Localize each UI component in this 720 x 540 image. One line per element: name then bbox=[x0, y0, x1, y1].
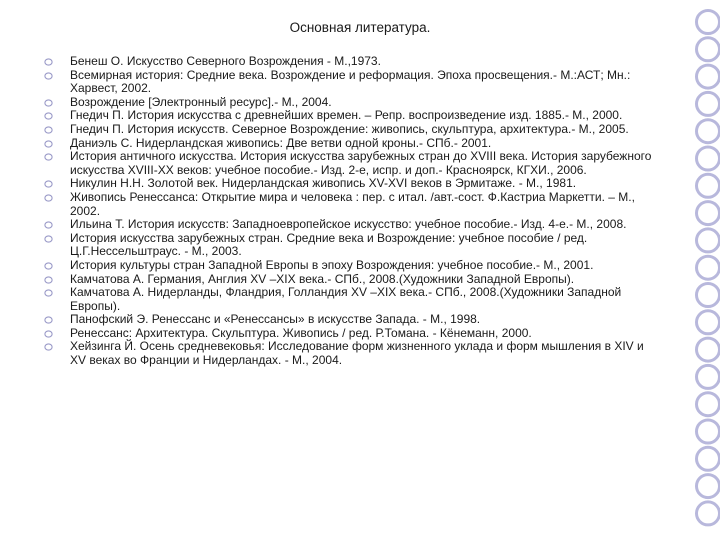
binder-ring-icon bbox=[697, 256, 720, 279]
binder-ring-icon bbox=[697, 174, 720, 197]
binder-ring-icon bbox=[697, 284, 720, 307]
binder-ring-icon bbox=[697, 202, 720, 225]
ring-bullet-icon bbox=[44, 112, 53, 120]
ring-bullet-icon bbox=[44, 99, 53, 107]
reference-text: Всемирная история: Средние века. Возрождение и реформация. Эпоха просвещения.- М.:АСТ; Мн.: Харвест, 2002. bbox=[70, 67, 631, 96]
reference-text: Никулин Н.Н. Золотой век. Нидерландская живопись XV-XVI веков в Эрмитаже. - М., 1981. bbox=[70, 176, 577, 191]
reference-item bbox=[44, 259, 656, 273]
reference-item bbox=[44, 96, 656, 110]
reference-item bbox=[44, 150, 656, 177]
binder-ring-icon bbox=[697, 147, 720, 170]
reference-item bbox=[44, 286, 656, 313]
ring-bullet-icon bbox=[44, 194, 53, 202]
binder-ring-icon bbox=[697, 229, 720, 252]
ring-bullet-icon bbox=[44, 262, 53, 270]
reference-item bbox=[44, 55, 656, 69]
reference-text: История культуры стран Западной Европы в эпоху Возрождения: учебное пособие.- М., 2001. bbox=[70, 257, 594, 272]
ring-bullet-icon bbox=[44, 289, 53, 297]
ring-bullet-icon bbox=[44, 221, 53, 229]
reference-text: История античного искусства. История искусства зарубежных стран до XVIII века. История зарубежного искусства XVIII-XX веков: учебное пособие.- Изд. 2-е, испр. и доп.- Красноярск, КГХИ., 2006. bbox=[70, 149, 652, 177]
reference-item bbox=[44, 273, 656, 287]
ring-bullet-icon bbox=[44, 343, 53, 351]
ring-bullet-icon bbox=[44, 330, 53, 338]
binder-ring-icon bbox=[697, 311, 720, 334]
reference-text: Гнедич П. История искусств. Северное Возрождение: живопись, скульптура, архитектура.- М., 2005. bbox=[70, 121, 629, 136]
ring-bullet-icon bbox=[44, 72, 53, 80]
reference-item bbox=[44, 313, 656, 327]
reference-text: Камчатова А. Нидерланды, Фландрия, Голландия XV –XIX века.- СПб., 2008.(Художники Западной Европы). bbox=[70, 285, 622, 313]
ring-bullet-icon bbox=[44, 276, 53, 284]
reference-item bbox=[44, 177, 656, 191]
reference-item bbox=[44, 137, 656, 151]
reference-item bbox=[44, 109, 656, 123]
binder-ring-icon bbox=[697, 393, 720, 416]
reference-item bbox=[44, 232, 656, 259]
reference-text: Бенеш О. Искусство Северного Возрождения - М.,1973. bbox=[70, 54, 381, 68]
binder-ring-icon bbox=[697, 65, 720, 88]
reference-text: Живопись Ренессанса: Открытие мира и человека : пер. с итал. /авт.-сост. Ф.Кастриа Маркетти. – М., 2002. bbox=[70, 189, 635, 218]
binder-ring-icon bbox=[697, 447, 720, 470]
reference-text: Даниэль С. Нидерландская живопись: Две ветви одной кроны.- СПб.- 2001. bbox=[70, 135, 492, 150]
binder-ring-icon bbox=[697, 420, 720, 443]
ring-bullet-icon bbox=[44, 180, 53, 188]
reference-text: Панофский Э. Ренессанс и «Ренессансы» в искусстве Запада. - М., 1998. bbox=[70, 312, 481, 327]
binder-ring-icon bbox=[697, 38, 720, 61]
page-title: Основная литература. bbox=[289, 20, 431, 35]
ring-bullet-icon bbox=[44, 126, 53, 134]
reference-text: Камчатова А. Германия, Англия XV –XIX века.- СПб., 2008.(Художники Западной Европы). bbox=[70, 271, 575, 286]
ring-bullet-icon bbox=[44, 153, 53, 161]
ring-bullet-icon bbox=[44, 58, 53, 66]
reference-text: Возрождение [Электронный ресурс].- М., 2004. bbox=[70, 94, 332, 109]
reference-text: Ильина Т. История искусств: Западноевропейское искусство: учебное пособие.- Изд. 4-е.- М., 2008. bbox=[70, 217, 627, 232]
reference-text: Хейзинга Й. Осень средневековья: Исследование форм жизненного уклада и форм мышления в XIV и XV веках во Франции и Нидерландах. - М., 2004. bbox=[70, 339, 644, 368]
ring-bullet-icon bbox=[44, 316, 53, 324]
ring-bullet-icon bbox=[44, 140, 53, 148]
binder-ring-icon bbox=[697, 365, 720, 388]
binder-ring-icon bbox=[697, 475, 720, 498]
binder-ring-icon bbox=[697, 502, 720, 525]
reference-text: Гнедич П. История искусства с древнейших времен. – Репр. воспроизведение изд. 1885.- М., 2000. bbox=[70, 108, 623, 123]
reference-item bbox=[44, 191, 656, 218]
ring-bullet-icon bbox=[44, 235, 53, 243]
reference-list bbox=[44, 55, 656, 368]
binder-rings-decoration bbox=[672, 0, 720, 540]
reference-item bbox=[44, 69, 656, 96]
binder-ring-icon bbox=[697, 92, 720, 115]
reference-item bbox=[44, 340, 656, 367]
reference-item bbox=[44, 123, 656, 137]
reference-item bbox=[44, 218, 656, 232]
binder-ring-icon bbox=[697, 338, 720, 361]
reference-text: История искусства зарубежных стран. Средние века и Возрождение: учебное пособие / ред. Ц.Г.Нессельштраус. - М., 2003. bbox=[70, 230, 588, 259]
binder-ring-icon bbox=[697, 120, 720, 143]
reference-text: Ренессанс: Архитектура. Скульптура. Живопись / ред. Р.Томана. - Кёнеманн, 2000. bbox=[70, 325, 532, 340]
